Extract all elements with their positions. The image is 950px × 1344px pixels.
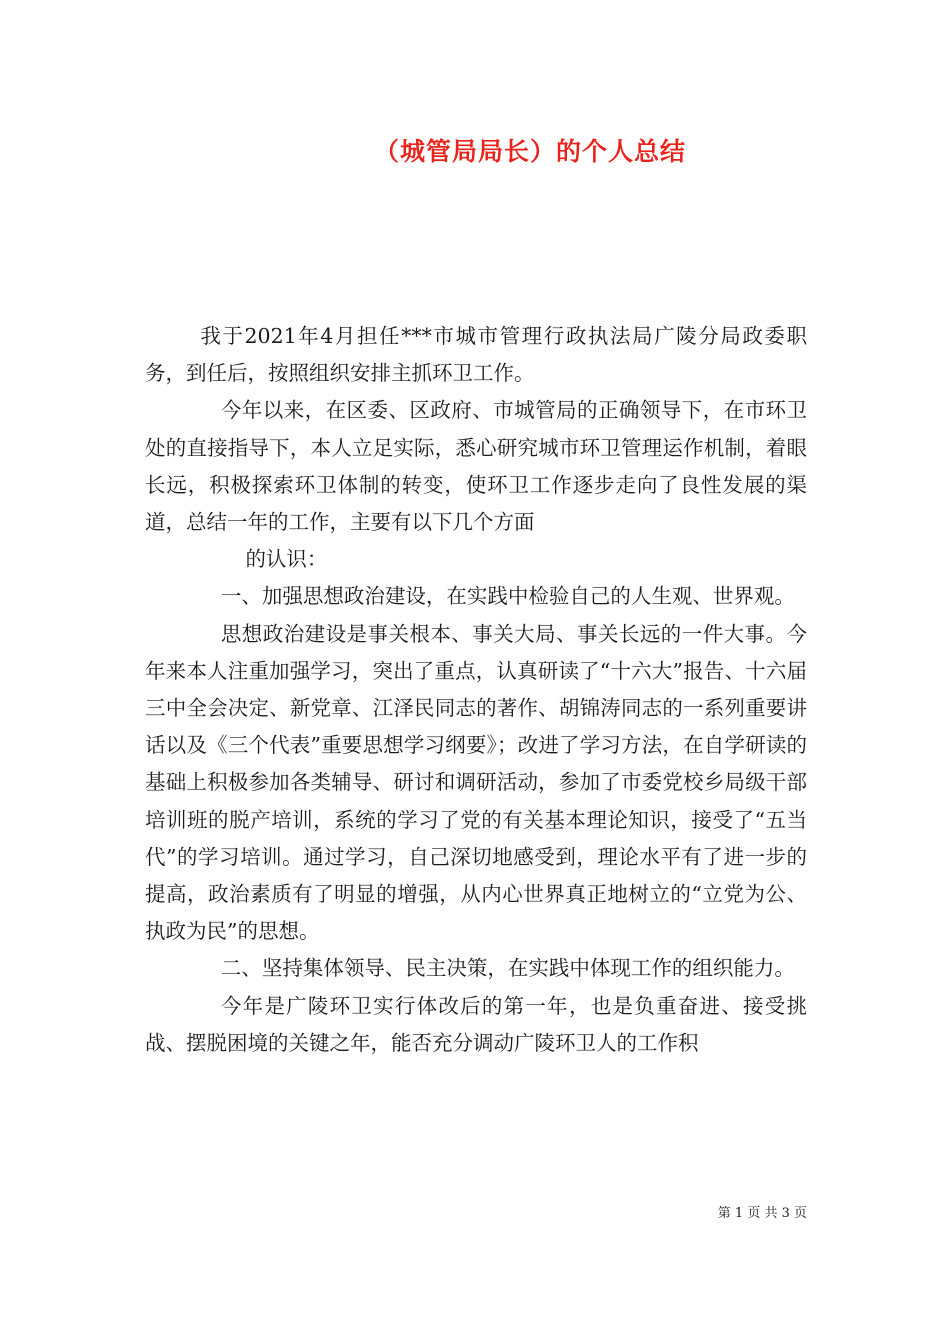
page-number: 第 1 页 共 3 页 [717, 1206, 807, 1221]
section-heading-1: 一、加强思想政治建设，在实践中检验自己的人生观、世界观。 [220, 584, 795, 609]
document-body [145, 318, 807, 1062]
paragraph-section-1: 思想政治建设是事关根本、事关大局、事关长远的一件大事。今年来本人注重加强学习，突出了重点，认真研读了“十六大”报告、十六届三中全会决定、新党章、江泽民同志的著作、胡锦涛同志的一系列重要讲话以及《三个代表”重要思想学习纲要》；改进了学习方法，在自学研读的基础上积极参加各类辅导、研讨和调研活动，参加了市委党校乡局级干部培训班的脱产培训，系统的学习了党的有关基本理论知识，接受了“五当代”的学习培训。通过学习，自己深切地感受到，理论水平有了进一步的提高，政治素质有了明显的增强，从内心世界真正地树立的“立党为公、执政为民”的思想。 [145, 621, 807, 944]
paragraph-overview-tail: 的认识： [245, 547, 328, 572]
paragraph-section-2: 今年是广陵环卫实行体改后的第一年，也是负重奋进、接受挑战、摆脱困境的关键之年，能否充分调动广陵环卫人的工作积 [145, 993, 807, 1055]
section-heading-2: 二、坚持集体领导、民主决策，在实践中体现工作的组织能力。 [220, 956, 795, 981]
document-title: （城管局局长）的个人总结 [373, 137, 686, 166]
paragraph-overview: 今年以来，在区委、区政府、市城管局的正确领导下，在市环卫处的直接指导下，本人立足实际，悉心研究城市环卫管理运作机制，着眼长远，积极探索环卫体制的转变，使环卫工作逐步走向了良性发展的渠道，总结一年的工作，主要有以下几个方面 [145, 398, 807, 535]
paragraph-intro: 我于2021年4月担任***市城市管理行政执法局广陵分局政委职务，到任后，按照组织安排主抓环卫工作。 [145, 324, 807, 386]
